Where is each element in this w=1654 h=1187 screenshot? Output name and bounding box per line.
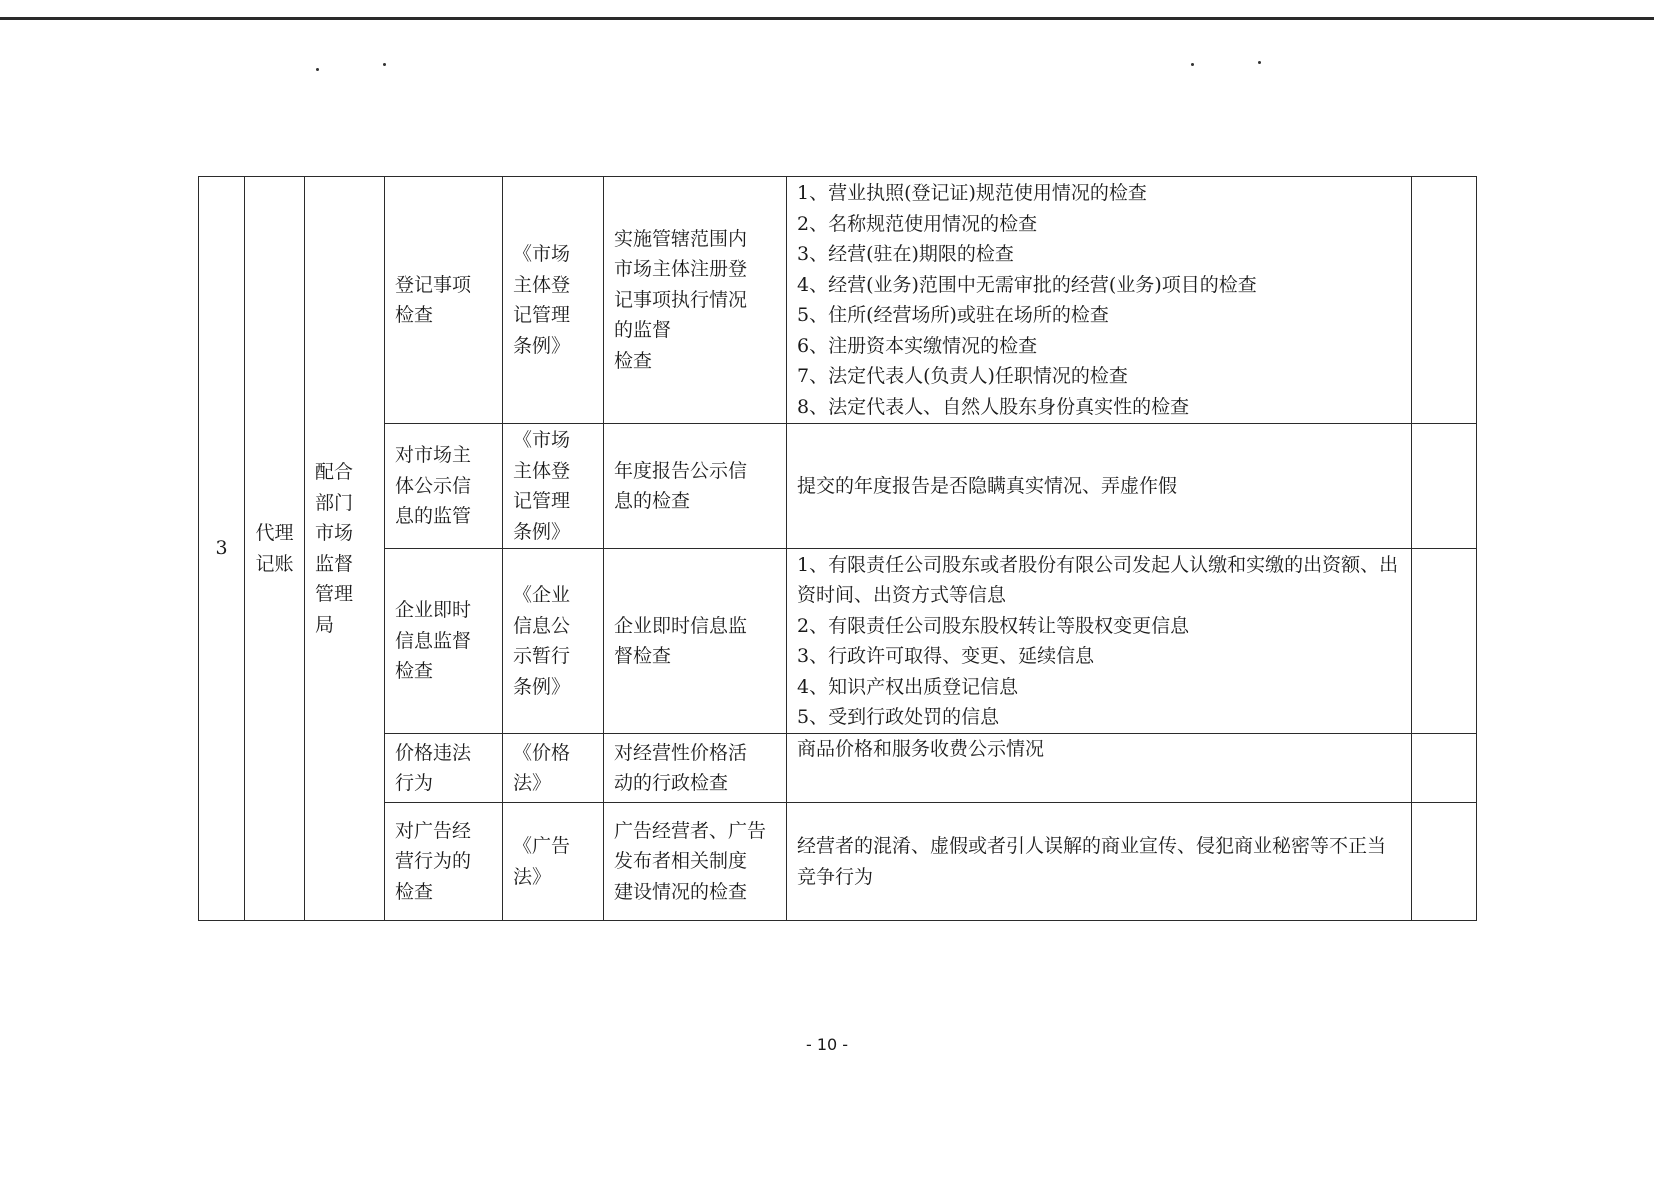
item-cell: 对广告经 营行为的 检查	[385, 803, 503, 921]
remark-cell	[1412, 424, 1477, 549]
table-row	[199, 803, 1477, 921]
basis-cell: 《广告 法》	[503, 803, 604, 921]
check-point: 3、经营(驻在)期限的检查	[797, 243, 1014, 265]
item-cell: 价格违法 行为	[385, 734, 503, 803]
basis-cell: 《市场 主体登 记管理 条例》	[503, 424, 604, 549]
table-row	[199, 734, 1477, 803]
check-point: 经营者的混淆、虚假或者引人误解的商业宣传、侵犯商业秘密等不正当竞争行为	[797, 835, 1387, 888]
seq-number-cell: 3	[199, 177, 245, 921]
check-point: 商品价格和服务收费公示情况	[797, 738, 1045, 760]
table-row	[199, 177, 1477, 424]
scan-speck	[1258, 61, 1261, 64]
check-point: 4、经营(业务)范围中无需审批的经营(业务)项目的检查	[797, 273, 1257, 296]
check-point: 4、知识产权出质登记信息	[797, 675, 1019, 698]
inspection-table	[198, 176, 1477, 921]
page-number: - 10 -	[805, 1035, 849, 1054]
check-point: 5、住所(经营场所)或驻在场所的检查	[797, 304, 1109, 326]
remark-cell	[1412, 177, 1477, 424]
check-points-cell	[787, 177, 1412, 424]
scan-speck	[383, 63, 386, 66]
table-row	[199, 549, 1477, 734]
basis-cell: 《企业 信息公 示暂行 条例》	[503, 549, 604, 734]
content-cell: 实施管辖范围内 市场主体注册登 记事项执行情况 的监督 检查	[604, 177, 787, 424]
scan-edge-line	[0, 17, 1654, 20]
table-row	[199, 424, 1477, 549]
check-point: 7、法定代表人(负责人)任职情况的检查	[797, 365, 1128, 387]
remark-cell	[1412, 549, 1477, 734]
check-points-cell	[787, 734, 1412, 803]
check-points-cell	[787, 803, 1412, 921]
check-point: 提交的年度报告是否隐瞒真实情况、弄虚作假	[797, 474, 1178, 497]
check-point: 8、法定代表人、自然人股东身份真实性的检查	[797, 395, 1190, 418]
content-cell: 企业即时信息监 督检查	[604, 549, 787, 734]
check-points-cell	[787, 549, 1412, 734]
scan-speck	[316, 68, 319, 71]
item-cell: 登记事项 检查	[385, 177, 503, 424]
basis-cell: 《价格 法》	[503, 734, 604, 803]
check-point: 1、有限责任公司股东或者股份有限公司发起人认缴和实缴的出资额、出资时间、出资方式等信息	[797, 553, 1399, 606]
check-point: 2、有限责任公司股东股权转让等股权变更信息	[797, 614, 1190, 637]
item-cell: 企业即时 信息监督 检查	[385, 549, 503, 734]
check-point: 6、注册资本实缴情况的检查	[797, 334, 1038, 357]
scan-speck	[1191, 63, 1194, 66]
check-point: 5、受到行政处罚的信息	[797, 706, 1000, 728]
check-points-cell	[787, 424, 1412, 549]
item-cell: 对市场主 体公示信 息的监管	[385, 424, 503, 549]
content-cell: 广告经营者、广告 发布者相关制度 建设情况的检查	[604, 803, 787, 921]
basis-cell: 《市场 主体登 记管理 条例》	[503, 177, 604, 424]
content-cell: 对经营性价格活 动的行政检查	[604, 734, 787, 803]
department-cell: 配合 部门 市场 监督 管理 局	[305, 177, 385, 921]
check-point: 2、名称规范使用情况的检查	[797, 212, 1038, 235]
check-point: 1、营业执照(登记证)规范使用情况的检查	[797, 182, 1147, 204]
remark-cell	[1412, 734, 1477, 803]
content-cell: 年度报告公示信 息的检查	[604, 424, 787, 549]
service-type-cell: 代理 记账	[245, 177, 305, 921]
check-point: 3、行政许可取得、变更、延续信息	[797, 645, 1095, 667]
remark-cell	[1412, 803, 1477, 921]
